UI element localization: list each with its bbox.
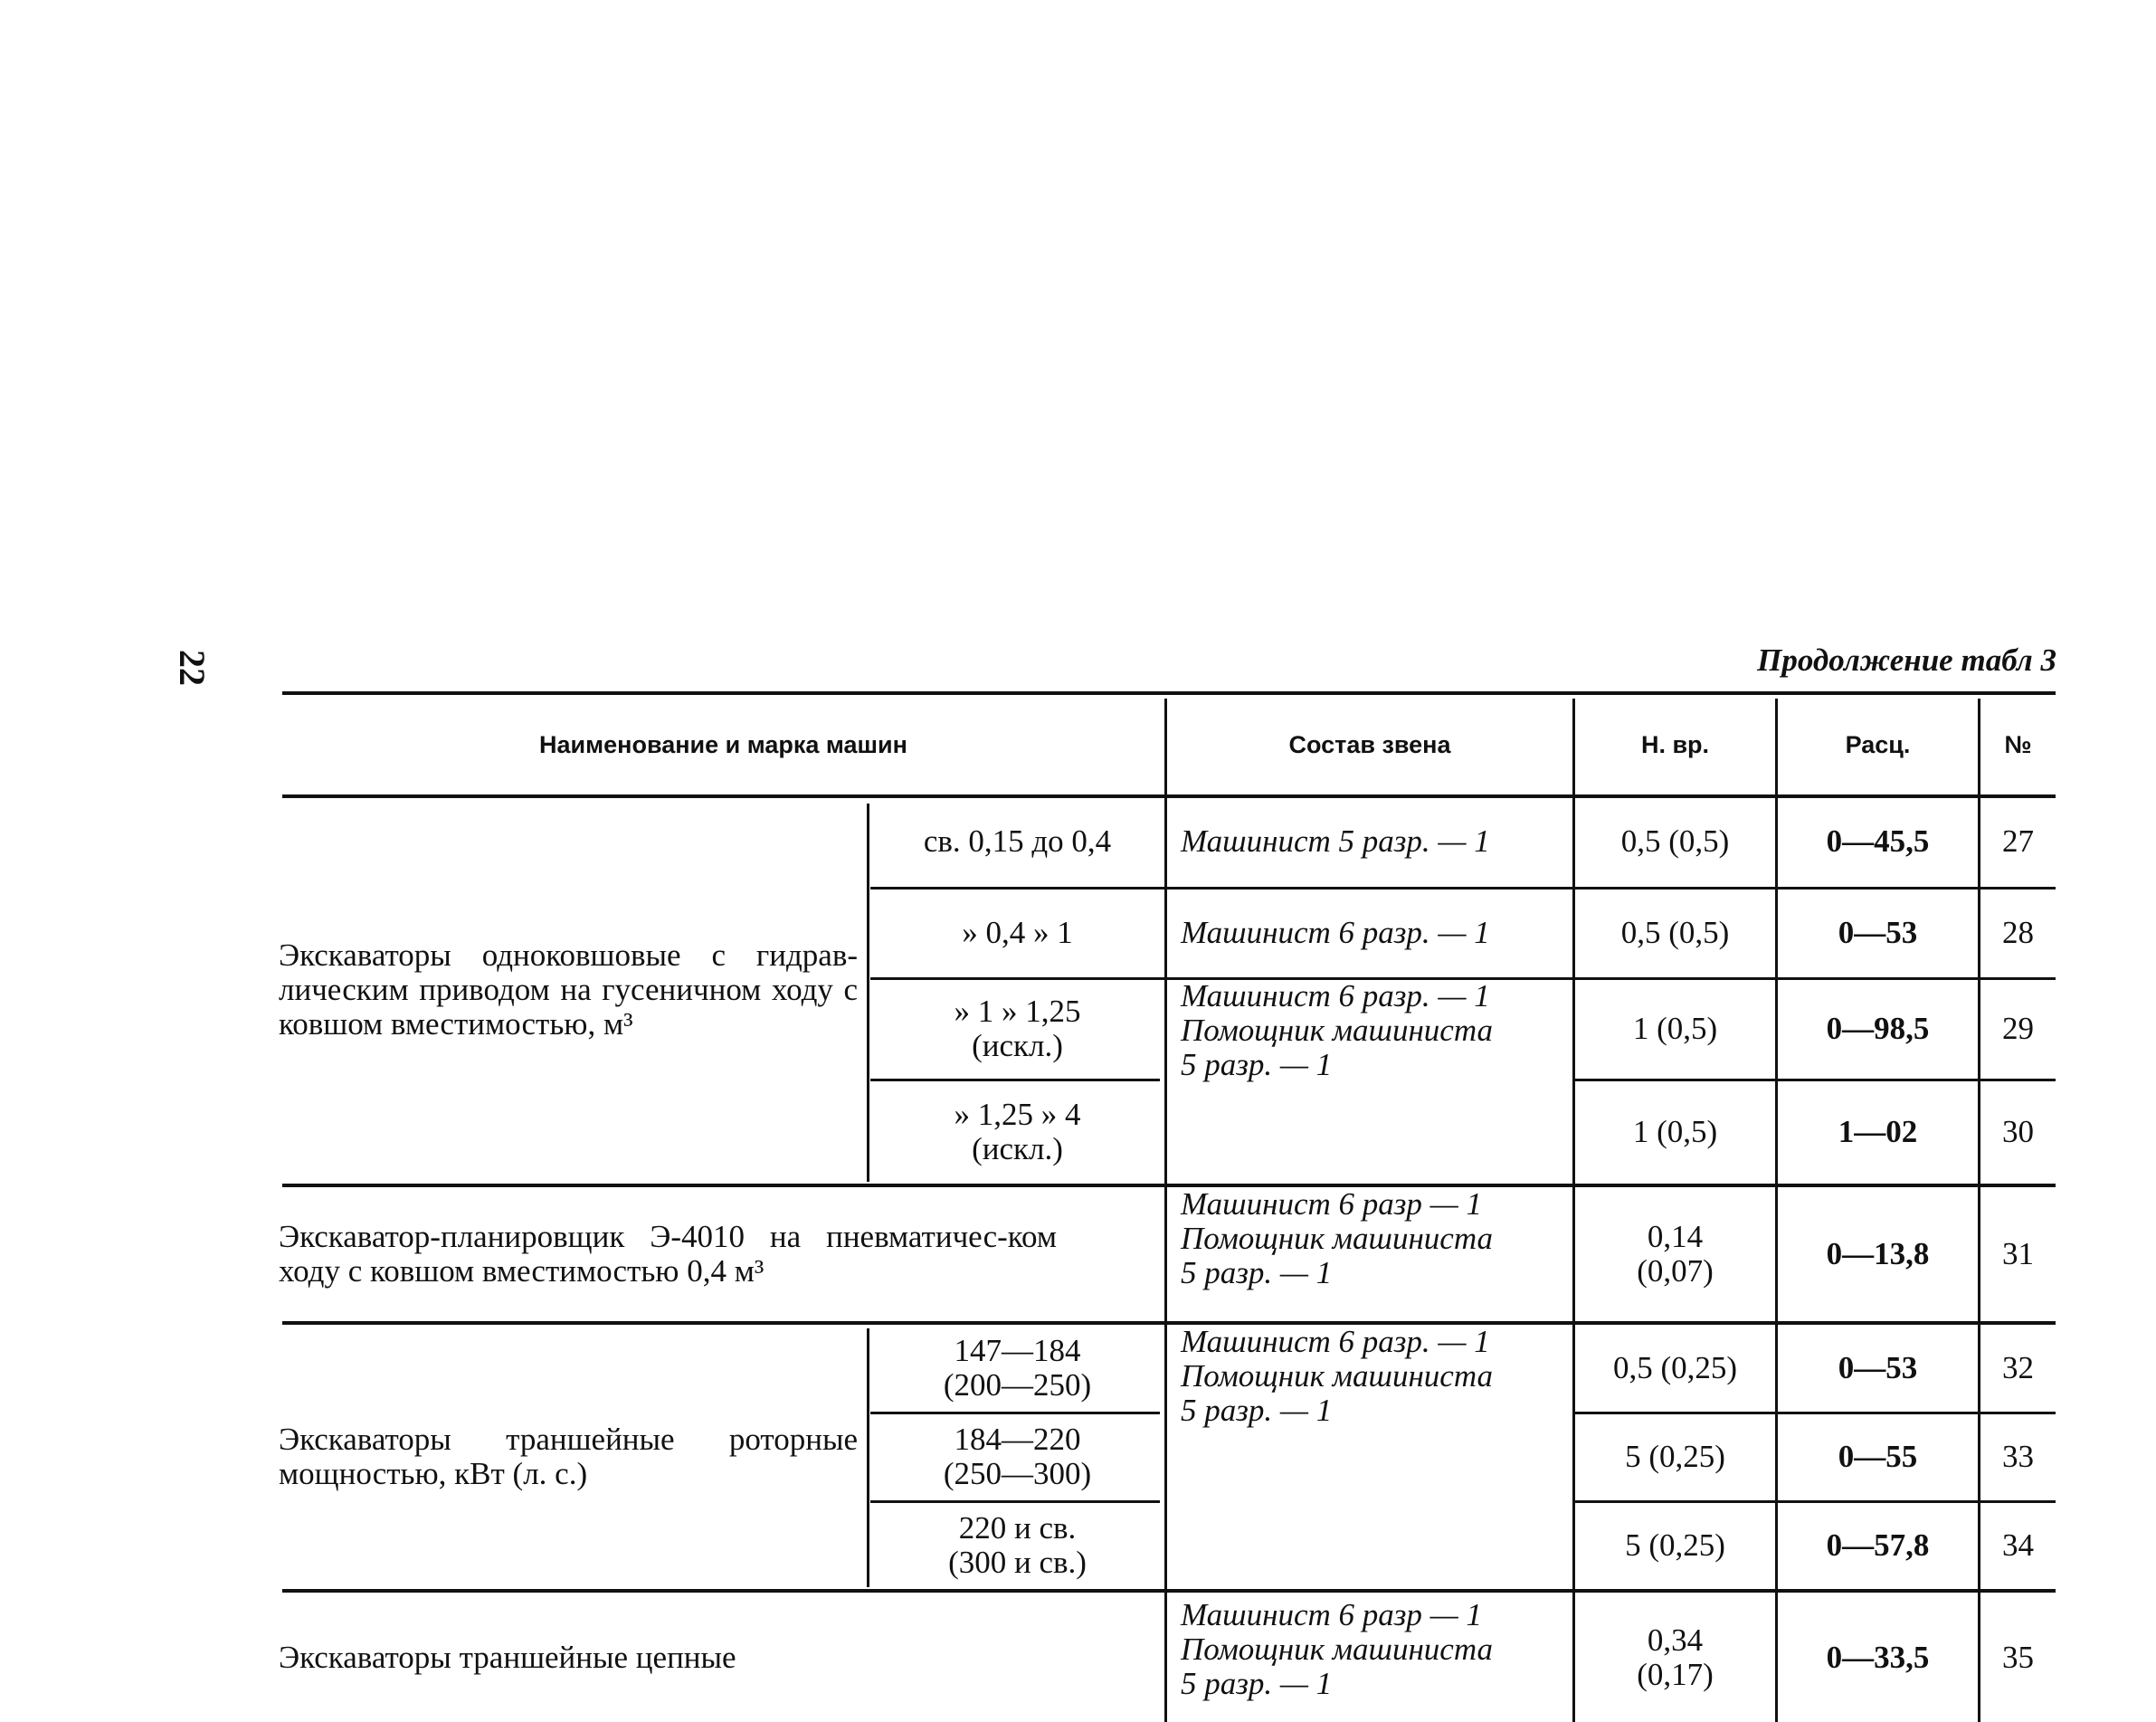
group-name-text: Экскаваторы одноковшовые с гидрав-лическим приводом на гусеничном ходу с ковшом вместимостью, м³ — [279, 937, 858, 1042]
crew-line: Машинист 5 разр. — 1 — [1181, 823, 1490, 860]
norm-cell — [1575, 1593, 1775, 1722]
shared-crew-cell — [1181, 979, 1570, 1184]
subgroup-line: (искл.) — [972, 1131, 1063, 1166]
crew-line: Машинист 6 разр — 1 — [1181, 1186, 1483, 1222]
subgroup-line: (300 и св.) — [948, 1545, 1087, 1580]
norm-line: 1 (0,5) — [1632, 1114, 1718, 1150]
subgroup-line: св. 0,15 до 0,4 — [923, 823, 1112, 860]
norm-cell — [1575, 796, 1775, 887]
crew-line: Помощник машиниста — [1181, 1012, 1494, 1048]
subgroup-line: » 1 » 1,25 — [954, 994, 1081, 1030]
rate-cell: 0—33,5 — [1826, 1639, 1930, 1675]
crew-line: Помощник машиниста — [1181, 1631, 1494, 1667]
rate-cell: 0—13,8 — [1826, 1236, 1930, 1272]
crew-line: Машинист 6 разр. — 1 — [1181, 978, 1490, 1013]
subgroup-line: (200—250) — [943, 1367, 1092, 1403]
norm-line: 5 (0,25) — [1625, 1527, 1725, 1564]
group-name — [279, 1187, 1057, 1321]
norm-cell — [1575, 1413, 1775, 1500]
table-top-rule — [282, 691, 2056, 695]
group-name-text: Экскаватор-планировщик Э-4010 на пневматичес-ком ходу с ковшом вместимостью 0,4 м³ — [279, 1219, 1057, 1289]
norm-cell — [1575, 1502, 1775, 1589]
norm-line: 5 (0,25) — [1625, 1439, 1725, 1475]
row-number: 35 — [2002, 1639, 2034, 1675]
column-rule — [867, 1328, 869, 1587]
table-caption: Продолжение табл 3 — [1757, 642, 2056, 678]
crew-line: Машинист 6 разр. — 1 — [1181, 915, 1490, 951]
crew-line: Помощник машиниста — [1181, 1357, 1494, 1394]
column-header-name: Наименование и марка машин — [539, 731, 907, 759]
crew-line: 5 разр. — 1 — [1181, 1046, 1333, 1082]
column-header-number: № — [2004, 731, 2032, 759]
row-number: 31 — [2002, 1236, 2034, 1272]
subgroup-label — [870, 1325, 1164, 1412]
norm-line: 0,14 — [1647, 1219, 1704, 1255]
crew-cell — [1181, 1187, 1570, 1321]
subgroup-line: 147—184 — [954, 1333, 1081, 1369]
group-name — [279, 1325, 858, 1589]
group-name-text: Экскаваторы траншейные роторные мощностью, кВт (л. с.) — [279, 1422, 858, 1491]
norm-line: 0,5 (0,5) — [1620, 915, 1730, 951]
row-number: 33 — [2002, 1439, 2034, 1475]
crew-line: Помощник машиниста — [1181, 1220, 1494, 1256]
column-header-rate: Расц. — [1845, 731, 1911, 759]
norm-cell — [1575, 1187, 1775, 1321]
group-name — [279, 796, 858, 1184]
row-number: 27 — [2002, 823, 2034, 860]
row-number: 29 — [2002, 1011, 2034, 1047]
subgroup-line: » 0,4 » 1 — [962, 915, 1073, 951]
row-number: 28 — [2002, 915, 2034, 951]
subgroup-label — [870, 1080, 1164, 1184]
crew-cell — [1181, 1598, 1570, 1722]
subgroup-line: 220 и св. — [958, 1510, 1077, 1546]
subgroup-label — [870, 979, 1164, 1079]
norm-cell — [1575, 1325, 1775, 1412]
norm-cell — [1575, 1080, 1775, 1184]
column-rule — [867, 804, 869, 1182]
rate-cell: 0—98,5 — [1826, 1011, 1930, 1047]
group-name — [279, 1593, 858, 1722]
page-number: 22 — [172, 650, 213, 686]
row-number: 32 — [2002, 1350, 2034, 1386]
subgroup-line: (искл.) — [972, 1028, 1063, 1063]
norm-line: 0,5 (0,25) — [1612, 1350, 1738, 1386]
norm-cell — [1575, 979, 1775, 1079]
crew-line: 5 разр. — 1 — [1181, 1665, 1333, 1701]
column-rule — [1164, 699, 1167, 1722]
crew-cell — [1181, 889, 1570, 977]
group-name-text: Экскаваторы траншейные цепные — [279, 1639, 736, 1675]
norm-line: 1 (0,5) — [1632, 1011, 1718, 1047]
subgroup-line: (250—300) — [943, 1456, 1092, 1491]
norm-line: (0,17) — [1637, 1656, 1714, 1692]
rate-cell: 0—55 — [1838, 1439, 1918, 1475]
row-number: 30 — [2002, 1114, 2034, 1150]
subgroup-label — [870, 1502, 1164, 1589]
norm-line: 0,34 — [1647, 1622, 1704, 1658]
norm-line: (0,07) — [1637, 1253, 1714, 1289]
rate-cell: 0—53 — [1838, 1350, 1918, 1386]
row-number: 34 — [2002, 1527, 2034, 1564]
rate-cell: 0—57,8 — [1826, 1527, 1930, 1564]
crew-line: Машинист 6 разр — 1 — [1181, 1597, 1483, 1632]
column-header-crew: Состав звена — [1288, 731, 1451, 759]
crew-line: 5 разр. — 1 — [1181, 1254, 1333, 1290]
rate-cell: 0—45,5 — [1826, 823, 1930, 860]
subgroup-label — [870, 889, 1164, 977]
crew-cell — [1181, 796, 1570, 887]
shared-crew-cell — [1181, 1325, 1570, 1589]
column-header-norm: Н. вр. — [1640, 731, 1710, 759]
norm-cell — [1575, 889, 1775, 977]
subgroup-line: » 1,25 » 4 — [954, 1097, 1081, 1133]
subgroup-label — [870, 1413, 1164, 1500]
rate-cell: 1—02 — [1838, 1114, 1918, 1150]
norm-line: 0,5 (0,5) — [1620, 823, 1730, 860]
rate-cell: 0—53 — [1838, 915, 1918, 951]
crew-line: 5 разр. — 1 — [1181, 1392, 1333, 1428]
crew-line: Машинист 6 разр. — 1 — [1181, 1324, 1490, 1359]
subgroup-label — [870, 796, 1164, 887]
subgroup-line: 184—220 — [954, 1422, 1081, 1458]
